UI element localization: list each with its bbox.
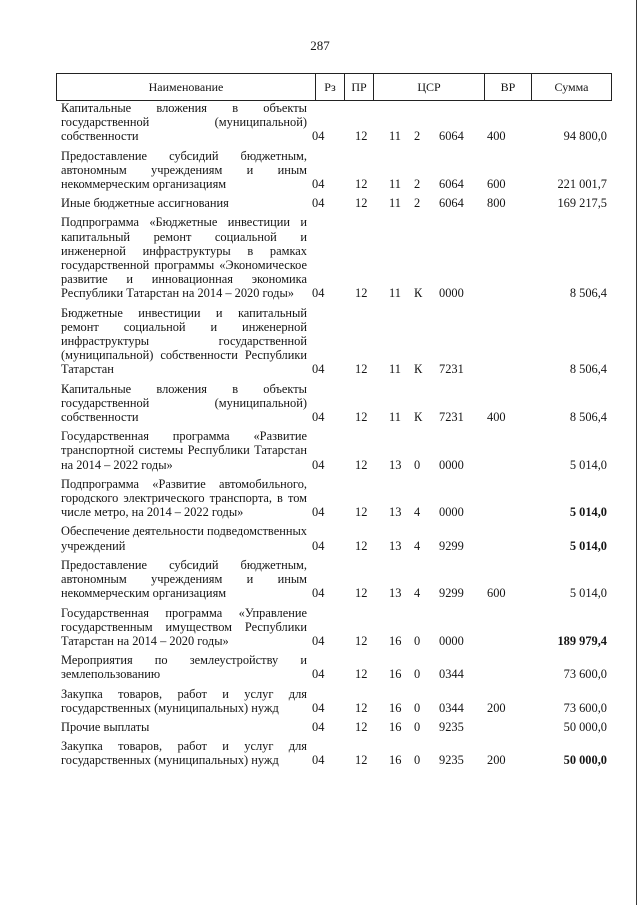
row-name: Обеспечение деятельности подведомственных учреждений bbox=[61, 524, 307, 553]
row-csr-program: 11 bbox=[389, 410, 401, 425]
row-csr-direction: 9235 bbox=[439, 753, 464, 768]
row-name: Капитальные вложения в объекты государственной (муниципальной) собственности bbox=[61, 101, 307, 144]
row-csr-subprogram: 0 bbox=[414, 633, 421, 648]
row-csr-program: 16 bbox=[389, 667, 402, 682]
row-rz: 04 bbox=[312, 196, 325, 211]
row-sum: 50 000,0 bbox=[563, 753, 607, 768]
row-csr-program: 11 bbox=[389, 129, 401, 144]
row-sum: 73 600,0 bbox=[563, 700, 607, 715]
row-name: Закупка товаров, работ и услуг для государственных (муниципальных) нужд bbox=[61, 686, 307, 715]
table-row bbox=[0, 196, 640, 210]
row-csr-program: 11 bbox=[389, 286, 401, 301]
row-sum: 5 014,0 bbox=[569, 538, 607, 553]
row-sum: 94 800,0 bbox=[563, 129, 607, 144]
row-csr-program: 16 bbox=[389, 719, 402, 734]
row-vr: 800 bbox=[487, 196, 506, 211]
row-sum: 8 506,4 bbox=[569, 362, 607, 377]
row-csr-program: 16 bbox=[389, 633, 402, 648]
header-sum: Сумма bbox=[554, 80, 589, 94]
row-sum: 169 217,5 bbox=[557, 196, 607, 211]
table-row bbox=[0, 149, 640, 192]
table-row bbox=[0, 739, 640, 767]
row-csr-program: 13 bbox=[389, 538, 402, 553]
table-row bbox=[0, 606, 640, 649]
row-sum: 5 014,0 bbox=[569, 505, 607, 520]
row-name: Государственная программа «Развитие транспортной системы Республики Татарстан на 2014 – 2022 годы» bbox=[61, 429, 307, 472]
row-pr: 12 bbox=[355, 196, 368, 211]
row-csr-direction: 0000 bbox=[439, 286, 464, 301]
row-pr: 12 bbox=[355, 457, 368, 472]
row-rz: 04 bbox=[312, 505, 325, 520]
row-vr: 200 bbox=[487, 700, 506, 715]
row-rz: 04 bbox=[312, 719, 325, 734]
table-row bbox=[0, 101, 640, 144]
row-pr: 12 bbox=[355, 286, 368, 301]
table-row bbox=[0, 477, 640, 520]
table-header bbox=[56, 73, 612, 101]
row-rz: 04 bbox=[312, 667, 325, 682]
row-name: Государственная программа «Управление государственным имуществом Республики Татарстан на 2014 – 2020 годы» bbox=[61, 605, 307, 648]
row-rz: 04 bbox=[312, 362, 325, 377]
row-csr-subprogram: 2 bbox=[414, 196, 421, 211]
row-csr-subprogram: 0 bbox=[414, 719, 421, 734]
row-vr: 400 bbox=[487, 410, 506, 425]
row-vr: 400 bbox=[487, 129, 506, 144]
table-row bbox=[0, 429, 640, 472]
table-row bbox=[0, 687, 640, 715]
row-pr: 12 bbox=[355, 410, 368, 425]
row-csr-subprogram: 4 bbox=[414, 538, 421, 553]
row-csr-subprogram: 2 bbox=[414, 129, 421, 144]
row-csr-subprogram: 4 bbox=[414, 586, 421, 601]
row-csr-subprogram: К bbox=[414, 362, 423, 377]
row-csr-direction: 7231 bbox=[439, 410, 464, 425]
row-pr: 12 bbox=[355, 700, 368, 715]
row-rz: 04 bbox=[312, 586, 325, 601]
header-vr: ВР bbox=[485, 74, 532, 100]
row-csr-subprogram: 2 bbox=[414, 177, 421, 192]
row-vr: 600 bbox=[487, 586, 506, 601]
row-csr-direction: 6064 bbox=[439, 196, 464, 211]
row-csr-program: 16 bbox=[389, 700, 402, 715]
header-pr: ПР bbox=[345, 74, 374, 100]
table-row bbox=[0, 558, 640, 601]
row-csr-direction: 9299 bbox=[439, 586, 464, 601]
row-sum: 5 014,0 bbox=[569, 586, 607, 601]
row-csr-subprogram: К bbox=[414, 286, 423, 301]
row-pr: 12 bbox=[355, 719, 368, 734]
row-csr-direction: 9299 bbox=[439, 538, 464, 553]
row-vr: 200 bbox=[487, 753, 506, 768]
row-pr: 12 bbox=[355, 667, 368, 682]
row-rz: 04 bbox=[312, 633, 325, 648]
row-csr-subprogram: 0 bbox=[414, 667, 421, 682]
row-name: Подпрограмма «Развитие автомобильного, городского электрического транспорта, в том числе метро, на 2014 – 2022 годы» bbox=[61, 476, 307, 520]
row-sum: 5 014,0 bbox=[569, 457, 607, 472]
row-rz: 04 bbox=[312, 286, 325, 301]
row-pr: 12 bbox=[355, 505, 368, 520]
row-rz: 04 bbox=[312, 129, 325, 144]
row-csr-subprogram: 0 bbox=[414, 753, 421, 768]
row-sum: 8 506,4 bbox=[569, 410, 607, 425]
row-csr-subprogram: К bbox=[414, 410, 423, 425]
row-csr-direction: 9235 bbox=[439, 719, 464, 734]
table-row bbox=[0, 215, 640, 300]
row-pr: 12 bbox=[355, 586, 368, 601]
row-name: Мероприятия по землеустройству и землепользованию bbox=[61, 653, 307, 682]
header-rz: Рз bbox=[316, 74, 345, 100]
row-csr-direction: 0000 bbox=[439, 457, 464, 472]
row-rz: 04 bbox=[312, 177, 325, 192]
row-name: Предоставление субсидий бюджетным, автономным учреждениям и иным некоммерческим организациям bbox=[61, 148, 307, 192]
row-csr-program: 13 bbox=[389, 586, 402, 601]
row-csr-program: 16 bbox=[389, 753, 402, 768]
header-csr: ЦСР bbox=[374, 74, 485, 100]
row-csr-program: 11 bbox=[389, 177, 401, 192]
row-csr-program: 13 bbox=[389, 457, 402, 472]
row-csr-program: 13 bbox=[389, 505, 402, 520]
table-row bbox=[0, 720, 640, 734]
row-sum: 73 600,0 bbox=[563, 667, 607, 682]
row-pr: 12 bbox=[355, 177, 368, 192]
row-csr-direction: 0344 bbox=[439, 700, 464, 715]
row-pr: 12 bbox=[355, 129, 368, 144]
row-csr-direction: 7231 bbox=[439, 362, 464, 377]
row-pr: 12 bbox=[355, 538, 368, 553]
row-csr-program: 11 bbox=[389, 196, 401, 211]
row-csr-direction: 0000 bbox=[439, 633, 464, 648]
table-row bbox=[0, 382, 640, 425]
table-body bbox=[0, 101, 640, 768]
row-csr-direction: 6064 bbox=[439, 177, 464, 192]
row-name: Прочие выплаты bbox=[61, 719, 150, 734]
table-row bbox=[0, 306, 640, 377]
row-pr: 12 bbox=[355, 633, 368, 648]
row-csr-program: 11 bbox=[389, 362, 401, 377]
row-vr: 600 bbox=[487, 177, 506, 192]
row-name: Капитальные вложения в объекты государственной (муниципальной) собственности bbox=[61, 381, 307, 425]
table-row bbox=[0, 524, 640, 552]
row-csr-direction: 0000 bbox=[439, 505, 464, 520]
row-name: Бюджетные инвестиции и капитальный ремонт социальной и инженерной инфраструктуры государственной (муниципальной) собственности Республики Татарстан bbox=[61, 305, 307, 377]
row-rz: 04 bbox=[312, 753, 325, 768]
row-pr: 12 bbox=[355, 362, 368, 377]
row-name: Подпрограмма «Бюджетные инвестиции и капитальный ремонт социальной и инженерной инфраструктуры в рамках государственной программы «Экономическое развитие и инновационная экономика Республики Татарстан на 2014 – 2020 годы» bbox=[61, 215, 307, 301]
row-sum: 50 000,0 bbox=[563, 719, 607, 734]
row-name: Предоставление субсидий бюджетным, автономным учреждениям и иным некоммерческим организациям bbox=[61, 557, 307, 601]
row-csr-direction: 0344 bbox=[439, 667, 464, 682]
header-name: Наименование bbox=[57, 74, 316, 100]
row-sum: 8 506,4 bbox=[569, 286, 607, 301]
row-name: Закупка товаров, работ и услуг для государственных (муниципальных) нужд bbox=[61, 739, 307, 768]
row-rz: 04 bbox=[312, 538, 325, 553]
row-rz: 04 bbox=[312, 457, 325, 472]
row-name: Иные бюджетные ассигнования bbox=[61, 196, 229, 211]
page-number: 287 bbox=[310, 38, 330, 53]
row-sum: 189 979,4 bbox=[557, 633, 607, 648]
row-pr: 12 bbox=[355, 753, 368, 768]
row-rz: 04 bbox=[312, 700, 325, 715]
row-rz: 04 bbox=[312, 410, 325, 425]
row-sum: 221 001,7 bbox=[557, 177, 607, 192]
row-csr-subprogram: 0 bbox=[414, 700, 421, 715]
row-csr-direction: 6064 bbox=[439, 129, 464, 144]
row-csr-subprogram: 0 bbox=[414, 457, 421, 472]
row-csr-subprogram: 4 bbox=[414, 505, 421, 520]
table-row bbox=[0, 653, 640, 681]
